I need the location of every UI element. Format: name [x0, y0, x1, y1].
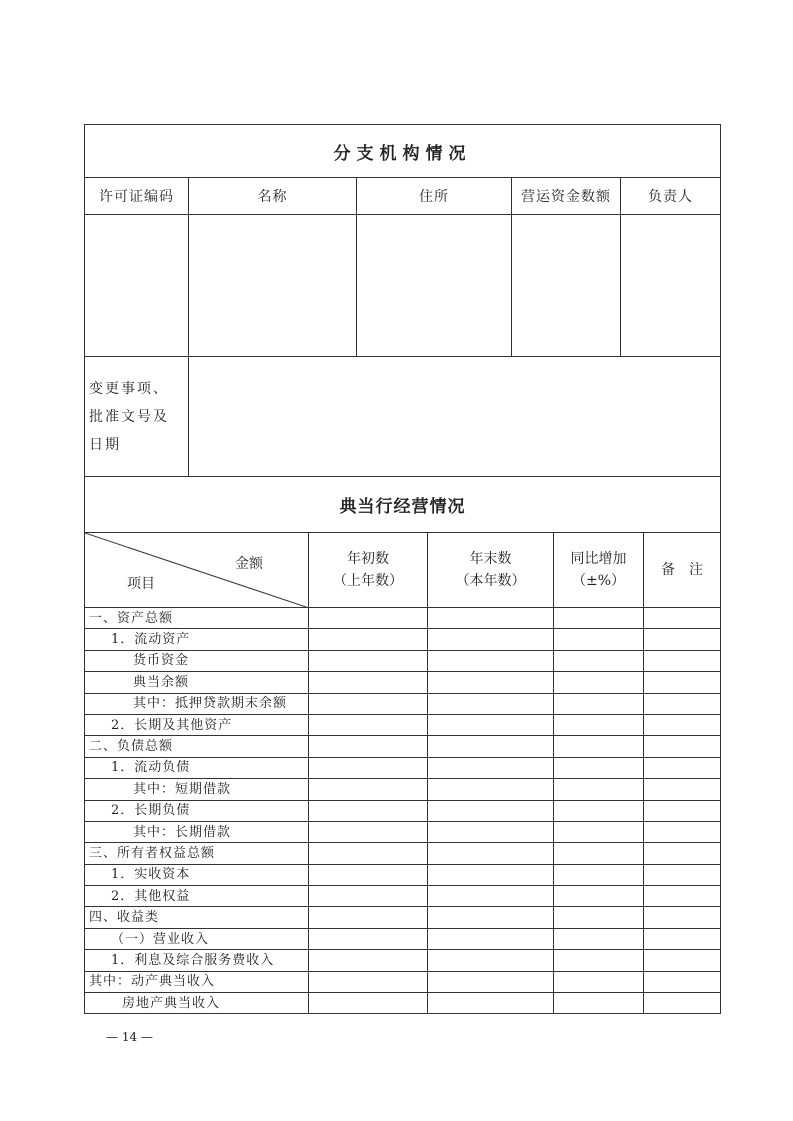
- remarks-value-cell[interactable]: [644, 693, 721, 714]
- beginning-value-cell[interactable]: [309, 650, 428, 671]
- table-row: [85, 907, 721, 928]
- ending-value-cell[interactable]: [428, 993, 554, 1014]
- remarks-value-cell[interactable]: [644, 736, 721, 757]
- yoy-value-cell[interactable]: [554, 971, 644, 992]
- corner-amount-label: 金额: [235, 556, 263, 572]
- row-label: 1．流动资产: [85, 629, 309, 650]
- remarks-value-cell[interactable]: [644, 907, 721, 928]
- beginning-value-cell[interactable]: [309, 693, 428, 714]
- header-name: 名称: [189, 178, 357, 215]
- row-label: （一）营业收入: [85, 928, 309, 949]
- branch-section-title: 分支机构情况: [85, 125, 721, 178]
- corner-header: [85, 533, 309, 608]
- row-label: 三、所有者权益总额: [85, 843, 309, 864]
- ending-value-cell[interactable]: [428, 714, 554, 735]
- row-label: 货币资金: [85, 650, 309, 671]
- yoy-value-cell[interactable]: [554, 993, 644, 1014]
- header-operating-capital: 营运资金数额: [512, 178, 621, 215]
- table-row: [85, 928, 721, 949]
- yoy-value-cell[interactable]: [554, 757, 644, 778]
- ending-value-cell[interactable]: [428, 650, 554, 671]
- row-label: 2．长期负债: [85, 800, 309, 821]
- address-cell[interactable]: [357, 215, 512, 357]
- beginning-value-cell[interactable]: [309, 971, 428, 992]
- beginning-value-cell[interactable]: [309, 672, 428, 693]
- beginning-value-cell[interactable]: [309, 843, 428, 864]
- yoy-value-cell[interactable]: [554, 608, 644, 629]
- yoy-value-cell[interactable]: [554, 672, 644, 693]
- yoy-value-cell[interactable]: [554, 950, 644, 971]
- row-label: 一、资产总额: [85, 608, 309, 629]
- row-label: 房地产典当收入: [85, 993, 309, 1014]
- ending-value-cell[interactable]: [428, 779, 554, 800]
- change-label: 变更事项、批准文号及日期: [85, 357, 189, 477]
- ending-value-cell[interactable]: [428, 757, 554, 778]
- table-row: [85, 779, 721, 800]
- table-row: [85, 886, 721, 907]
- table-row: [85, 629, 721, 650]
- header-responsible-person: 负责人: [621, 178, 721, 215]
- yoy-value-cell[interactable]: [554, 714, 644, 735]
- operating-capital-cell[interactable]: [512, 215, 621, 357]
- yoy-value-cell[interactable]: [554, 800, 644, 821]
- table-row: [85, 864, 721, 885]
- remarks-value-cell[interactable]: [644, 864, 721, 885]
- beginning-value-cell[interactable]: [309, 800, 428, 821]
- remarks-value-cell[interactable]: [644, 971, 721, 992]
- remarks-value-cell[interactable]: [644, 800, 721, 821]
- yoy-value-cell[interactable]: [554, 928, 644, 949]
- row-label: 2．长期及其他资产: [85, 714, 309, 735]
- remarks-value-cell[interactable]: [644, 843, 721, 864]
- beginning-value-cell[interactable]: [309, 928, 428, 949]
- row-label: 四、收益类: [85, 907, 309, 928]
- row-label: 二、负债总额: [85, 736, 309, 757]
- beginning-value-cell[interactable]: [309, 608, 428, 629]
- yoy-value-cell[interactable]: [554, 864, 644, 885]
- ending-value-cell[interactable]: [428, 886, 554, 907]
- beginning-value-cell[interactable]: [309, 907, 428, 928]
- beginning-value-cell[interactable]: [309, 950, 428, 971]
- row-label: 2．其他权益: [85, 886, 309, 907]
- ending-value-cell[interactable]: [428, 693, 554, 714]
- header-beginning: 年初数 （上年数）: [309, 533, 428, 608]
- beginning-value-cell[interactable]: [309, 821, 428, 842]
- responsible-person-cell[interactable]: [621, 215, 721, 357]
- row-label: 1．实收资本: [85, 864, 309, 885]
- yoy-value-cell[interactable]: [554, 907, 644, 928]
- remarks-value-cell[interactable]: [644, 672, 721, 693]
- remarks-value-cell[interactable]: [644, 950, 721, 971]
- name-cell[interactable]: [189, 215, 357, 357]
- ending-value-cell[interactable]: [428, 971, 554, 992]
- header-remarks: 备 注: [644, 533, 721, 608]
- row-label: 其中：动产典当收入: [85, 971, 309, 992]
- row-label: 其中：短期借款: [85, 779, 309, 800]
- beginning-value-cell[interactable]: [309, 779, 428, 800]
- row-label: 1．利息及综合服务费收入: [85, 950, 309, 971]
- table-row: [85, 757, 721, 778]
- yoy-value-cell[interactable]: [554, 629, 644, 650]
- remarks-value-cell[interactable]: [644, 821, 721, 842]
- table-row: [85, 672, 721, 693]
- row-label: 典当余额: [85, 672, 309, 693]
- remarks-value-cell[interactable]: [644, 650, 721, 671]
- ending-value-cell[interactable]: [428, 928, 554, 949]
- ending-value-cell[interactable]: [428, 672, 554, 693]
- beginning-value-cell[interactable]: [309, 993, 428, 1014]
- header-address: 住所: [357, 178, 512, 215]
- corner-item-label: 项目: [127, 576, 155, 592]
- beginning-value-cell[interactable]: [309, 864, 428, 885]
- yoy-value-cell[interactable]: [554, 736, 644, 757]
- table-row: [85, 736, 721, 757]
- beginning-value-cell[interactable]: [309, 736, 428, 757]
- header-ending: 年末数 （本年数）: [428, 533, 554, 608]
- license-code-cell[interactable]: [85, 215, 189, 357]
- operation-table: [84, 532, 721, 1014]
- table-row: [85, 821, 721, 842]
- remarks-value-cell[interactable]: [644, 993, 721, 1014]
- yoy-value-cell[interactable]: [554, 650, 644, 671]
- remarks-value-cell[interactable]: [644, 886, 721, 907]
- header-license-code: 许可证编码: [85, 178, 189, 215]
- change-details-cell[interactable]: [189, 357, 721, 477]
- row-label: 1．流动负债: [85, 757, 309, 778]
- page-number: — 14 —: [106, 1030, 153, 1044]
- ending-value-cell[interactable]: [428, 907, 554, 928]
- remarks-value-cell[interactable]: [644, 928, 721, 949]
- header-yoy: 同比增加 （±%）: [554, 533, 644, 608]
- yoy-value-cell[interactable]: [554, 693, 644, 714]
- remarks-value-cell[interactable]: [644, 779, 721, 800]
- yoy-value-cell[interactable]: [554, 886, 644, 907]
- ending-value-cell[interactable]: [428, 843, 554, 864]
- ending-value-cell[interactable]: [428, 821, 554, 842]
- remarks-value-cell[interactable]: [644, 757, 721, 778]
- beginning-value-cell[interactable]: [309, 714, 428, 735]
- beginning-value-cell[interactable]: [309, 886, 428, 907]
- ending-value-cell[interactable]: [428, 864, 554, 885]
- table-row: [85, 843, 721, 864]
- ending-value-cell[interactable]: [428, 629, 554, 650]
- table-row: [85, 650, 721, 671]
- table-row: [85, 993, 721, 1014]
- table-row: [85, 714, 721, 735]
- table-row: [85, 693, 721, 714]
- yoy-value-cell[interactable]: [554, 779, 644, 800]
- ending-value-cell[interactable]: [428, 950, 554, 971]
- row-label: 其中：抵押贷款期末余额: [85, 693, 309, 714]
- yoy-value-cell[interactable]: [554, 843, 644, 864]
- ending-value-cell[interactable]: [428, 608, 554, 629]
- branch-table: [84, 124, 721, 533]
- operation-section-title: 典当行经营情况: [85, 477, 721, 533]
- remarks-value-cell[interactable]: [644, 714, 721, 735]
- yoy-value-cell[interactable]: [554, 821, 644, 842]
- row-label: 其中：长期借款: [85, 821, 309, 842]
- remarks-value-cell[interactable]: [644, 629, 721, 650]
- ending-value-cell[interactable]: [428, 736, 554, 757]
- ending-value-cell[interactable]: [428, 800, 554, 821]
- beginning-value-cell[interactable]: [309, 629, 428, 650]
- table-row: [85, 950, 721, 971]
- table-row: [85, 608, 721, 629]
- diagonal-line: [85, 533, 309, 608]
- table-row: [85, 800, 721, 821]
- remarks-value-cell[interactable]: [644, 608, 721, 629]
- table-row: [85, 971, 721, 992]
- beginning-value-cell[interactable]: [309, 757, 428, 778]
